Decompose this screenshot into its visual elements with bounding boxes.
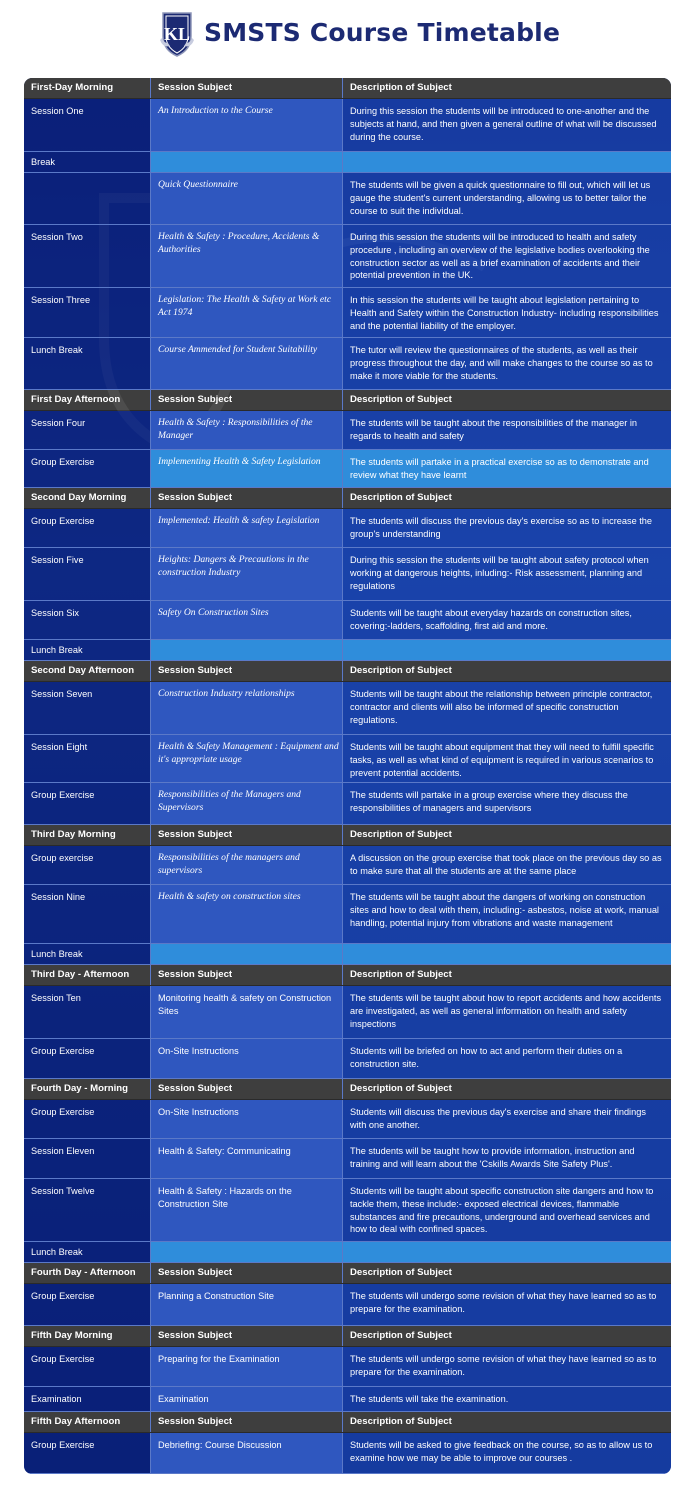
subject-cell: Health & safety on construction sites (151, 885, 343, 943)
session-cell: Session Two (24, 225, 151, 287)
session-cell: Session Ten (24, 986, 151, 1038)
header-session: Fifth Day Morning (24, 1326, 151, 1346)
session-row (24, 411, 671, 450)
subject-cell: Quick Questionnaire (151, 173, 343, 224)
section-header-row (24, 1079, 671, 1100)
subject-cell (151, 640, 343, 660)
session-cell: Lunch Break (24, 338, 151, 389)
session-cell: Session Nine (24, 885, 151, 943)
session-row (24, 735, 671, 783)
description-cell: In this session the students will be taught about legislation pertaining to Health and Safety within the Construction Industry- including responsibilities and the potential liability of the employer. (343, 288, 671, 337)
description-cell: The students will discuss the previous day's exercise so as to increase the group's understanding (343, 509, 671, 547)
timetable-table (24, 78, 671, 1474)
session-row (24, 338, 671, 390)
session-row (24, 1387, 671, 1412)
header-subject: Session Subject (151, 825, 343, 845)
page-title: SMSTS Course Timetable (204, 18, 561, 47)
header-session: Fourth Day - Morning (24, 1079, 151, 1099)
subject-cell: Course Ammended for Student Suitability (151, 338, 343, 389)
header-subject: Session Subject (151, 1412, 343, 1432)
subject-cell: Responsibilities of the Managers and Supervisors (151, 783, 343, 824)
session-row (24, 99, 671, 152)
crest-logo-icon (158, 10, 196, 58)
session-cell: Lunch Break (24, 640, 151, 660)
session-cell: Group Exercise (24, 1100, 151, 1138)
header-description: Description of Subject (350, 1416, 452, 1427)
description-cell: Students will discuss the previous day's exercise and share their findings with one another. (343, 1100, 671, 1138)
header-session: Fourth Day - Afternoon (24, 1263, 151, 1283)
header-description: Description of Subject (350, 394, 452, 405)
description-cell: Students will be taught about everyday hazards on construction sites, covering:-ladders, scaffolding, first aid and more. (343, 601, 671, 639)
session-cell: Lunch Break (24, 1242, 151, 1262)
subject-cell: Construction Industry relationships (151, 682, 343, 734)
description-cell: During this session the students will be introduced to one-another and the subjects at hand, and then given a general outline of what will be discussed during the course. (343, 99, 671, 151)
subject-cell: On-Site Instructions (151, 1039, 343, 1078)
header-session: First-Day Morning (24, 78, 151, 98)
subject-cell: Health & Safety Management : Equipment and it's appropriate usage (151, 735, 343, 782)
subject-cell: Planning a Construction Site (151, 1284, 343, 1325)
description-cell: Students will be taught about specific construction site dangers and how to tackle them, these include:- exposed electrical devices, flammable substances and fire precautions, underground and overhead services and how to deal with confined spaces. (343, 1179, 671, 1241)
description-cell (343, 152, 671, 172)
session-cell: Lunch Break (24, 944, 151, 964)
description-cell: The students will be given a quick questionnaire to fill out, which will let us gauge the student's current understanding, allowing us to better tailor the course to suit the individual. (343, 173, 671, 224)
header-description: Description of Subject (350, 829, 452, 840)
session-cell: Session One (24, 99, 151, 151)
subject-cell: Implemented: Health & safety Legislation (151, 509, 343, 547)
break-row (24, 640, 671, 661)
session-cell: Session Eleven (24, 1139, 151, 1178)
section-header-row (24, 1412, 671, 1433)
section-header-row (24, 390, 671, 411)
session-cell: Group Exercise (24, 783, 151, 824)
session-row (24, 288, 671, 338)
description-cell (343, 1242, 671, 1262)
session-cell: Examination (24, 1387, 151, 1411)
subject-cell: Preparing for the Examination (151, 1347, 343, 1386)
subject-cell: Responsibilities of the managers and supervisors (151, 846, 343, 884)
header-subject: Session Subject (151, 78, 343, 98)
break-row (24, 944, 671, 965)
session-cell: Session Six (24, 601, 151, 639)
header-session: Second Day Afternoon (24, 661, 151, 681)
break-row (24, 152, 671, 173)
header-description: Description of Subject (350, 665, 452, 676)
header-description: Description of Subject (350, 1267, 452, 1278)
section-header-row (24, 965, 671, 986)
session-row (24, 601, 671, 640)
header-subject: Session Subject (151, 390, 343, 410)
session-cell: Group Exercise (24, 450, 151, 487)
description-cell: The students will be taught about the responsibilities of the manager in regards to health and safety (343, 411, 671, 449)
subject-cell: Health & Safety : Responsibilities of the Manager (151, 411, 343, 449)
session-cell: Session Eight (24, 735, 151, 782)
description-cell: The students will be taught about how to report accidents and how accidents are investigated, as well as general information on health and safety inspections (343, 986, 671, 1038)
subject-cell: Examination (151, 1387, 343, 1411)
description-cell: The tutor will review the questionnaires of the students, as well as their progress throughout the day, and will make changes to the course so as to make it more viable for the students. (343, 338, 671, 389)
subject-cell: Health & Safety : Procedure, Accidents & Authorities (151, 225, 343, 287)
page-header (0, 0, 695, 78)
session-cell (24, 173, 151, 224)
session-cell: Group Exercise (24, 1347, 151, 1386)
session-cell: Group Exercise (24, 1039, 151, 1078)
header-subject: Session Subject (151, 1079, 343, 1099)
header-subject: Session Subject (151, 488, 343, 508)
session-row (24, 1100, 671, 1139)
description-cell: During this session the students will be taught about safety protocol when working at dangerous heights, inluding:- Risk assessment, planning and regulations (343, 548, 671, 600)
header-session: Third Day Morning (24, 825, 151, 845)
session-row (24, 1179, 671, 1242)
description-cell: A discussion on the group exercise that took place on the previous day so as to make sure that all the students are at the same place (343, 846, 671, 884)
header-description: Description of Subject (350, 1330, 452, 1341)
subject-cell: Safety On Construction Sites (151, 601, 343, 639)
subject-cell (151, 1242, 343, 1262)
description-cell: The students will be taught how to provide information, instruction and training and will learn about the 'Cskills Awards Site Safety Plus'. (343, 1139, 671, 1178)
session-row (24, 986, 671, 1039)
header-subject: Session Subject (151, 1263, 343, 1283)
session-row (24, 846, 671, 885)
description-cell: Students will be taught about the relationship between principle contractor, contractor and clients will also be informed of specific construction regulations. (343, 682, 671, 734)
description-cell (343, 640, 671, 660)
header-session: Second Day Morning (24, 488, 151, 508)
session-cell: Group Exercise (24, 509, 151, 547)
section-header-row (24, 825, 671, 846)
session-cell: Group exercise (24, 846, 151, 884)
section-header-row (24, 1326, 671, 1347)
header-description: Description of Subject (350, 82, 452, 93)
subject-cell: Implementing Health & Safety Legislation (151, 450, 343, 487)
session-row (24, 783, 671, 825)
subject-cell: Health & Safety: Communicating (151, 1139, 343, 1178)
description-cell: The students will be taught about the dangers of working on construction sites and how to deal with them, including:- asbestos, noise at work, manual handling, potential injury from vibrations and waste management (343, 885, 671, 943)
subject-cell: Heights: Dangers & Precautions in the construction Industry (151, 548, 343, 600)
description-cell: During this session the students will be introduced to health and safety procedure , including an overview of the legislative bodies overlooking the construction sector as well as a brief examination of accidents and their potential prevention in the UK. (343, 225, 671, 287)
session-cell: Session Four (24, 411, 151, 449)
session-row (24, 548, 671, 601)
session-cell: Group Exercise (24, 1433, 151, 1473)
session-row (24, 450, 671, 488)
header-subject: Session Subject (151, 661, 343, 681)
session-cell: Session Three (24, 288, 151, 337)
session-row (24, 1433, 671, 1474)
description-cell: The students will undergo some revision of what they have learned so as to prepare for the examination. (343, 1347, 671, 1386)
header-session: First Day Afternoon (24, 390, 151, 410)
description-cell: The students will partake in a group exercise where they discuss the responsibilities of managers and supervisors (343, 783, 671, 824)
description-cell (343, 944, 671, 964)
session-row (24, 509, 671, 548)
session-row (24, 682, 671, 735)
session-row (24, 1284, 671, 1326)
description-cell: The students will take the examination. (343, 1387, 671, 1411)
session-cell: Group Exercise (24, 1284, 151, 1325)
subject-cell (151, 152, 343, 172)
description-cell: Students will be asked to give feedback on the course, so as to allow us to examine how we may be able to improve our courses . (343, 1433, 671, 1473)
session-cell: Session Twelve (24, 1179, 151, 1241)
subject-cell: An Introduction to the Course (151, 99, 343, 151)
header-description: Description of Subject (350, 969, 452, 980)
header-session: Third Day - Afternoon (24, 965, 151, 985)
description-cell: Students will be briefed on how to act and perform their duties on a construction site. (343, 1039, 671, 1078)
session-cell: Session Five (24, 548, 151, 600)
header-subject: Session Subject (151, 965, 343, 985)
section-header-row (24, 661, 671, 682)
subject-cell: On-Site Instructions (151, 1100, 343, 1138)
header-description: Description of Subject (350, 492, 452, 503)
session-cell: Break (24, 152, 151, 172)
section-header-row (24, 1263, 671, 1284)
description-cell: The students will undergo some revision of what they have learned so as to prepare for the examination. (343, 1284, 671, 1325)
session-row (24, 1039, 671, 1079)
session-row (24, 173, 671, 225)
header-subject: Session Subject (151, 1326, 343, 1346)
svg-text:KL: KL (163, 24, 191, 44)
break-row (24, 1242, 671, 1263)
description-cell: Students will be taught about equipment that they will need to fulfill specific tasks, as well as what kind of equipment is required in various scenarios to prevent potential accidents. (343, 735, 671, 782)
section-header-row (24, 488, 671, 509)
session-row (24, 1347, 671, 1387)
subject-cell: Health & Safety : Hazards on the Construction Site (151, 1179, 343, 1241)
subject-cell: Monitoring health & safety on Construction Sites (151, 986, 343, 1038)
subject-cell: Legislation: The Health & Safety at Work etc Act 1974 (151, 288, 343, 337)
session-row (24, 1139, 671, 1179)
session-row (24, 885, 671, 944)
session-row (24, 225, 671, 288)
subject-cell (151, 944, 343, 964)
session-cell: Session Seven (24, 682, 151, 734)
header-session: Fifth Day Afternoon (24, 1412, 151, 1432)
header-description: Description of Subject (350, 1083, 452, 1094)
subject-cell: Debriefing: Course Discussion (151, 1433, 343, 1473)
section-header-row (24, 78, 671, 99)
description-cell: The students will partake in a practical exercise so as to demonstrate and review what they have learnt (343, 450, 671, 487)
